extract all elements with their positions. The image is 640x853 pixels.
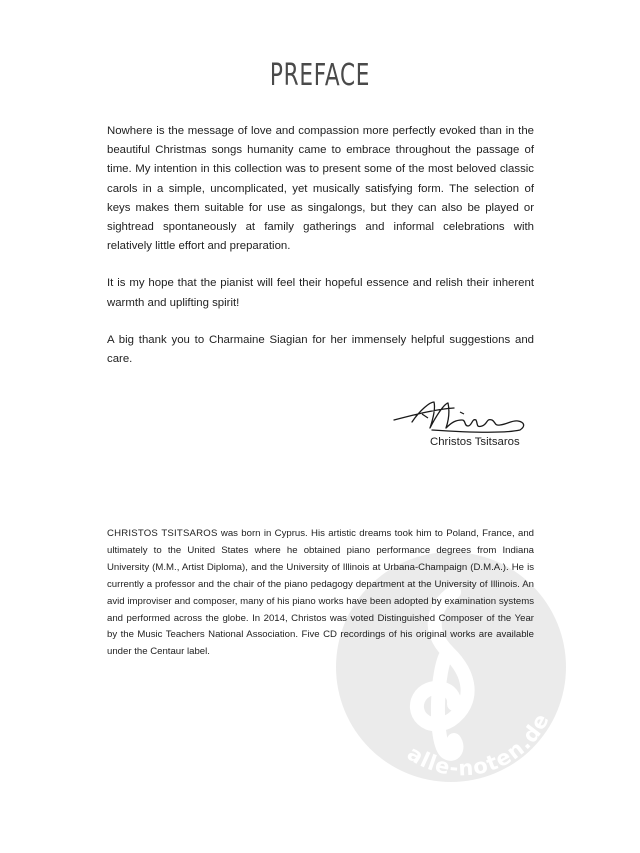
page-title: PREFACE	[269, 58, 371, 93]
preface-paragraph: A big thank you to Charmaine Siagian for her immensely helpful suggestions and care.	[107, 333, 534, 366]
signature-block	[380, 392, 540, 462]
bio-author-name: CHRISTOS TSITSAROS	[107, 528, 218, 539]
watermark-text: alle-noten.de	[403, 709, 555, 781]
preface-paragraph: Nowhere is the message of love and compassion more perfectly evoked than in the beautiful Christmas songs humanity came to embrace throughout the passage of time. My intention in this collection was to present some of the most beloved classic carols in a simple, uncomplicated, yet musically satisfying form. The selection of keys makes them suitable for use as singalongs, but they can also be played or sightread spontaneously at family gatherings and informal celebrations with relatively little effort and preparation.	[107, 125, 534, 253]
signature-name: Christos Tsitsaros	[430, 436, 520, 448]
bio-text: was born in Cyprus. His artistic dreams took him to Poland, France, and ultimately to the United States where he obtained piano performance degrees from Indiana University (M.M., Artist Diploma), and the University of Illinois at Urbana-Champaign (D.M.A.). He is currently a professor and the chair of the piano pedagogy department at the University of Illinois. An avid improviser and composer, many of his piano works have been adopted by examination systems and performed across the globe. In 2014, Christos was voted Distinguished Composer of the Year by the Music Teachers National Association. Five CD recordings of his original works are available under the Centaur label.	[107, 528, 534, 658]
handwritten-signature	[392, 392, 537, 436]
preface-body	[107, 122, 534, 387]
author-bio	[107, 526, 534, 661]
preface-paragraph: It is my hope that the pianist will feel their hopeful essence and relish their inherent warmth and uplifting spirit!	[107, 277, 534, 309]
